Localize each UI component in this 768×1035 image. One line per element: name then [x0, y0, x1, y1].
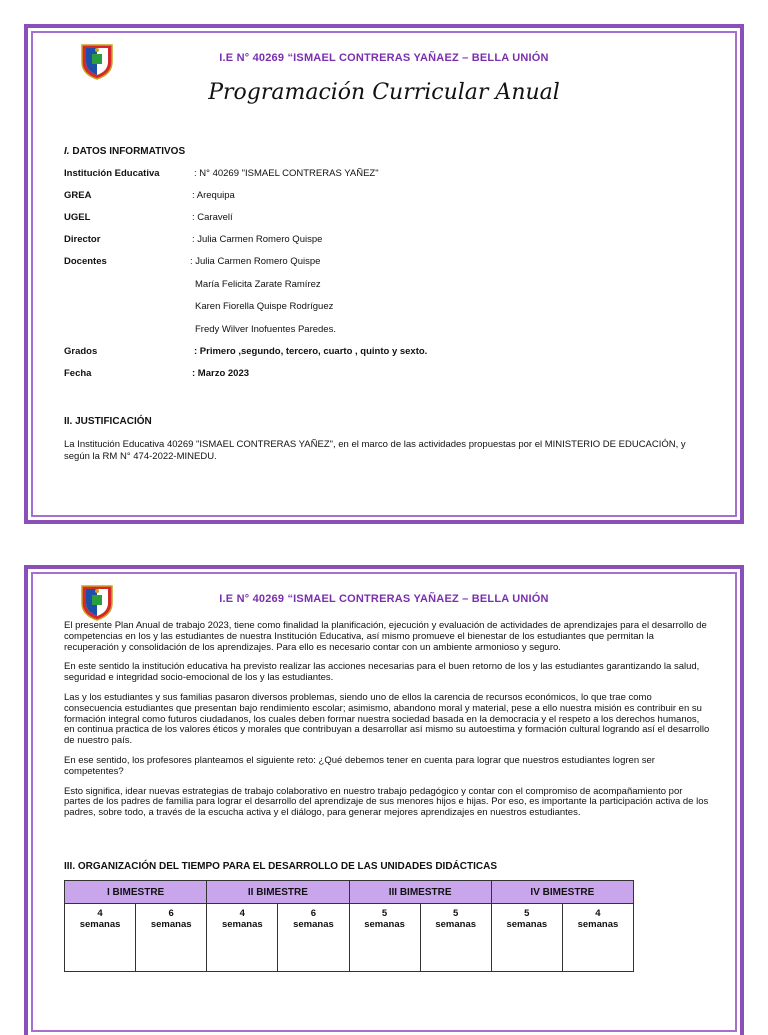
weeks-number: 4	[97, 908, 103, 919]
weeks-unit: semanas	[79, 919, 121, 930]
body-paragraphs	[64, 621, 710, 828]
weeks-number: 5	[453, 908, 459, 919]
page-header	[28, 583, 740, 623]
document-page-1	[24, 24, 744, 524]
table-header-cell: I BIMESTRE	[65, 881, 207, 904]
field-value: Fredy Wilver Inofuentes Paredes.	[195, 324, 336, 335]
weeks-number: 4	[595, 908, 601, 919]
paragraph: En ese sentido, los profesores planteamos el siguiente reto: ¿Qué debemos tener en cuenta para lograr que nuestros estudiantes logren ser competentes?	[64, 754, 655, 777]
paragraph: El presente Plan Anual de trabajo 2023, tiene como finalidad la planificación, ejecución y evaluación de actividades de aprendizajes para el desarrollo de competencias en los y las estudiantes de nuestra Institución Educativa, así mismo promueve el bienestar de los estudiantes que permitan la recuperación y consolidación de los aprendizajes. Para ello es necesario contar con un ambiente armonioso y seguro.	[64, 620, 707, 653]
weeks-unit: semanas	[577, 919, 619, 930]
document-page-2	[24, 565, 744, 1035]
field-value: : Caravelí	[192, 212, 233, 223]
table-cell	[491, 904, 562, 972]
field-value: : Arequipa	[192, 190, 235, 201]
school-name: I.E N° 40269 “ISMAEL CONTRERAS YAÑAEZ – BELLA UNIÓN	[219, 593, 549, 605]
weeks-unit: semanas	[293, 919, 334, 930]
table-header-row	[65, 881, 634, 904]
table-cell	[65, 904, 136, 972]
school-name: I.E N° 40269 “ISMAEL CONTRERAS YAÑAEZ – BELLA UNIÓN	[219, 52, 549, 64]
field-value: María Felicita Zarate Ramírez	[195, 279, 321, 290]
table-header-cell: II BIMESTRE	[207, 881, 349, 904]
paragraph: Esto significa, idear nuevas estrategias de trabajo colaborativo en nuestro trabajo pedagógico y contar con el compromiso de acompañamiento por partes de los padres de familia para lograr el desarrollo del aprendizaje de sus menores hijos e hijas. Por eso, es importante la participación activa de los padres, sobre todo, a través de la escucha activa y el diálogo, para generar mejores aprendizajes en nuestros estudiantes.	[64, 785, 709, 819]
section-number: I.	[64, 146, 70, 157]
field-label: GREA	[64, 190, 92, 201]
bimester-table	[64, 880, 634, 972]
table-header-cell: IV BIMESTRE	[491, 881, 633, 904]
table-cell	[562, 904, 633, 972]
section-heading-datos	[64, 146, 185, 157]
field-value: : Primero ,segundo, tercero, cuarto , quinto y sexto.	[194, 346, 428, 357]
weeks-number: 6	[310, 908, 317, 919]
field-value: : Julia Carmen Romero Quispe	[192, 234, 323, 245]
weeks-number: 5	[524, 908, 530, 919]
field-value: : N° 40269 "ISMAEL CONTRERAS YAÑEZ"	[194, 168, 379, 179]
field-label: UGEL	[64, 212, 91, 223]
weeks-unit: semanas	[221, 919, 263, 930]
table-cell	[136, 904, 207, 972]
justification-text: La Institución Educativa 40269 "ISMAEL CONTRERAS YAÑEZ", en el marco de las actividades propuestas por el MINISTERIO DE EDUCACIÓN, y según la RM N° 474-2022-MINEDU.	[64, 439, 686, 462]
table-cell	[207, 904, 278, 972]
weeks-number: 4	[239, 908, 245, 919]
document-title: Programación Curricular Anual	[208, 80, 560, 105]
field-label: Director	[64, 234, 101, 245]
section-heading-organizacion: III. ORGANIZACIÓN DEL TIEMPO PARA EL DESARROLLO DE LAS UNIDADES DIDÁCTICAS	[64, 861, 497, 872]
weeks-unit: semanas	[435, 919, 477, 930]
table-cell	[278, 904, 349, 972]
section-heading-justificacion: II. JUSTIFICACIÓN	[64, 416, 152, 427]
field-value: : Marzo 2023	[192, 368, 250, 379]
table-header-cell: III BIMESTRE	[349, 881, 491, 904]
section-title: DATOS INFORMATIVOS	[69, 146, 186, 157]
paragraph: Las y los estudiantes y sus familias pasaron diversos problemas, siendo uno de ellos la carencia de recursos económicos, lo que trae como consecuencia estudiantes que presentan bajo rendimiento escolar; asimismo, abandono moral y material, pese a ello nuestra misión es contribuir en su formación integral como futuros ciudadanos, los cuales deben formar nuestra sociedad basada en la democracia y el respeto a los derechos humanos, en continua practica de los valores éticos y morales que contribuyan a desarrollar así mismo su autoestima y formación cultural logrando así el desarrollo de nuestro país.	[64, 691, 710, 747]
table-cell	[420, 904, 491, 972]
weeks-unit: semanas	[364, 919, 405, 930]
weeks-number: 6	[168, 908, 174, 919]
field-label: Docentes	[64, 256, 107, 267]
table-cell	[349, 904, 420, 972]
field-label: Grados	[64, 346, 98, 357]
weeks-unit: semanas	[150, 919, 192, 930]
field-label: Fecha	[64, 368, 92, 379]
field-label: Institución Educativa	[64, 168, 160, 179]
weeks-number: 5	[381, 908, 388, 919]
page-header	[28, 42, 740, 82]
field-value: : Julia Carmen Romero Quispe	[190, 256, 321, 267]
paragraph: En este sentido la institución educativa ha previsto realizar las acciones necesarias para el buen retorno de los y las estudiantes garantizando la salud, seguridad e integridad socio-emocional de los y las estudiantes.	[64, 661, 700, 684]
field-value: Karen Fiorella Quispe Rodríguez	[195, 301, 334, 312]
table-row	[65, 904, 634, 972]
weeks-unit: semanas	[506, 919, 548, 930]
